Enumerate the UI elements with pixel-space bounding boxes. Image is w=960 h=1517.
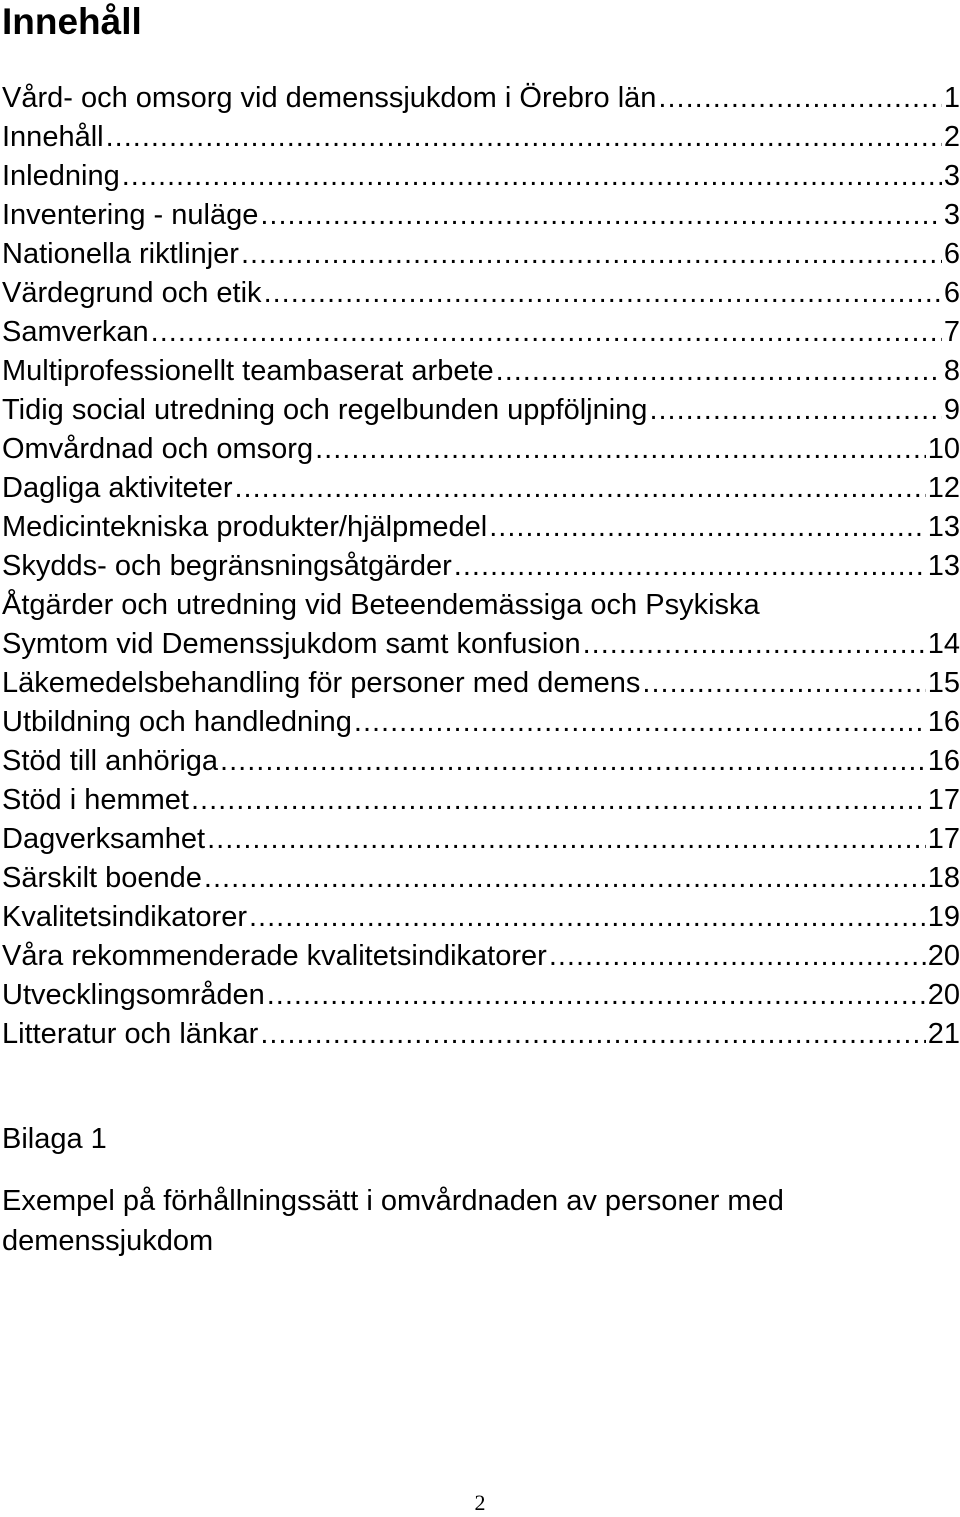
toc-leader-dots [267,976,926,1015]
toc-leader-dots [260,196,942,235]
toc-entry[interactable] [2,196,960,235]
toc-entry-label: Tidig social utredning och regelbunden uppföljning [2,394,648,426]
toc-entry-page: 19 [927,901,960,933]
toc-entry-page: 8 [943,355,960,387]
toc-leader-dots [204,859,926,898]
page-number: 2 [474,1490,486,1515]
toc-entry[interactable] [2,508,960,547]
appendix-description: Exempel på förhållningssätt i omvårdnaden av personer med demenssjukdom [2,1185,784,1257]
toc-entry[interactable] [2,430,960,469]
toc-leader-dots [315,430,926,469]
toc-leader-dots [122,157,942,196]
toc-entry[interactable] [2,235,960,274]
toc-entry-label: Dagliga aktiviteter [2,472,233,504]
toc-entry[interactable] [2,859,960,898]
toc-entry-label: Vård- och omsorg vid demenssjukdom i Örebro län [2,82,657,114]
toc-entry[interactable] [2,391,960,430]
toc-entry[interactable] [2,274,960,313]
toc-entry-page: 3 [943,199,960,231]
toc-entry-page: 6 [943,277,960,309]
toc-entry-label: Skydds- och begränsningsåtgärder [2,550,452,582]
table-of-contents [2,79,960,1054]
toc-leader-dots [658,79,941,118]
toc-entry-page: 16 [927,706,960,738]
toc-leader-dots [220,742,926,781]
toc-leader-dots [583,625,926,664]
toc-entry[interactable] [2,586,960,664]
toc-entry[interactable] [2,352,960,391]
toc-leader-dots [264,274,942,313]
toc-entry-label: Värdegrund och etik [2,277,262,309]
toc-entry-label: Multiprofessionellt teambaserat arbete [2,355,494,387]
toc-entry-page: 12 [927,472,960,504]
toc-entry-label: Kvalitetsindikatorer [2,901,247,933]
toc-entry-page: 21 [927,1018,960,1050]
toc-leader-dots [106,118,942,157]
appendix-title: Bilaga 1 [2,1123,107,1155]
toc-entry-label: Symtom vid Demenssjukdom samt konfusion [2,628,581,660]
toc-entry[interactable] [2,781,960,820]
toc-entry[interactable] [2,742,960,781]
toc-entry-page: 13 [927,550,960,582]
toc-leader-dots [151,313,942,352]
toc-entry[interactable] [2,469,960,508]
toc-entry-label: Inventering - nuläge [2,199,259,231]
toc-entry-page: 9 [943,394,960,426]
toc-entry-label: Omvårdnad och omsorg [2,433,314,465]
toc-leader-dots [191,781,926,820]
toc-entry[interactable] [2,664,960,703]
toc-entry-page: 16 [927,745,960,777]
toc-entry-label: Litteratur och länkar [2,1018,259,1050]
toc-entry-label: Dagverksamhet [2,823,206,855]
toc-entry-label: Nationella riktlinjer [2,238,239,270]
toc-entry-page: 1 [943,82,960,114]
toc-entry[interactable] [2,313,960,352]
toc-entry-label: Utbildning och handledning [2,706,352,738]
toc-leader-dots [549,937,926,976]
toc-entry[interactable] [2,820,960,859]
toc-entry-label-line1: Åtgärder och utredning vid Beteendemässiga och Psykiska [2,589,760,621]
toc-entry[interactable] [2,898,960,937]
toc-entry-label: Särskilt boende [2,862,202,894]
toc-entry-page: 15 [927,667,960,699]
toc-leader-dots [241,235,942,274]
toc-entry-page: 13 [927,511,960,543]
toc-entry[interactable] [2,157,960,196]
toc-entry-label: Läkemedelsbehandling för personer med demens [2,667,641,699]
toc-entry-page: 14 [927,628,960,660]
toc-entry[interactable] [2,118,960,157]
toc-entry[interactable] [2,1015,960,1054]
toc-entry-label: Utvecklingsområden [2,979,265,1011]
toc-leader-dots [642,664,925,703]
toc-entry-label: Stöd i hemmet [2,784,189,816]
toc-leader-dots [235,469,926,508]
toc-entry-page: 17 [927,784,960,816]
toc-entry-page: 6 [943,238,960,270]
toc-entry-page: 10 [927,433,960,465]
toc-entry-label: Medicintekniska produkter/hjälpmedel [2,511,488,543]
toc-entry-label: Samverkan [2,316,149,348]
toc-entry-page: 17 [927,823,960,855]
toc-entry-page: 18 [927,862,960,894]
toc-entry-label: Inledning [2,160,120,192]
toc-leader-dots [260,1015,925,1054]
toc-entry-page: 20 [927,940,960,972]
toc-entry-label: Innehåll [2,121,104,153]
toc-leader-dots [496,352,942,391]
toc-entry-page: 3 [943,160,960,192]
toc-entry[interactable] [2,79,960,118]
toc-entry-page: 7 [943,316,960,348]
toc-entry[interactable] [2,976,960,1015]
toc-leader-dots [649,391,941,430]
toc-leader-dots [489,508,926,547]
toc-entry-page: 2 [943,121,960,153]
toc-leader-dots [207,820,926,859]
toc-entry-page: 20 [927,979,960,1011]
page-title: Innehåll [2,1,142,42]
toc-entry-label: Stöd till anhöriga [2,745,219,777]
toc-leader-dots [354,703,926,742]
toc-entry[interactable] [2,703,960,742]
toc-leader-dots [249,898,926,937]
toc-leader-dots [454,547,926,586]
toc-entry-label: Våra rekommenderade kvalitetsindikatorer [2,940,547,972]
toc-entry[interactable] [2,937,960,976]
toc-entry[interactable] [2,547,960,586]
